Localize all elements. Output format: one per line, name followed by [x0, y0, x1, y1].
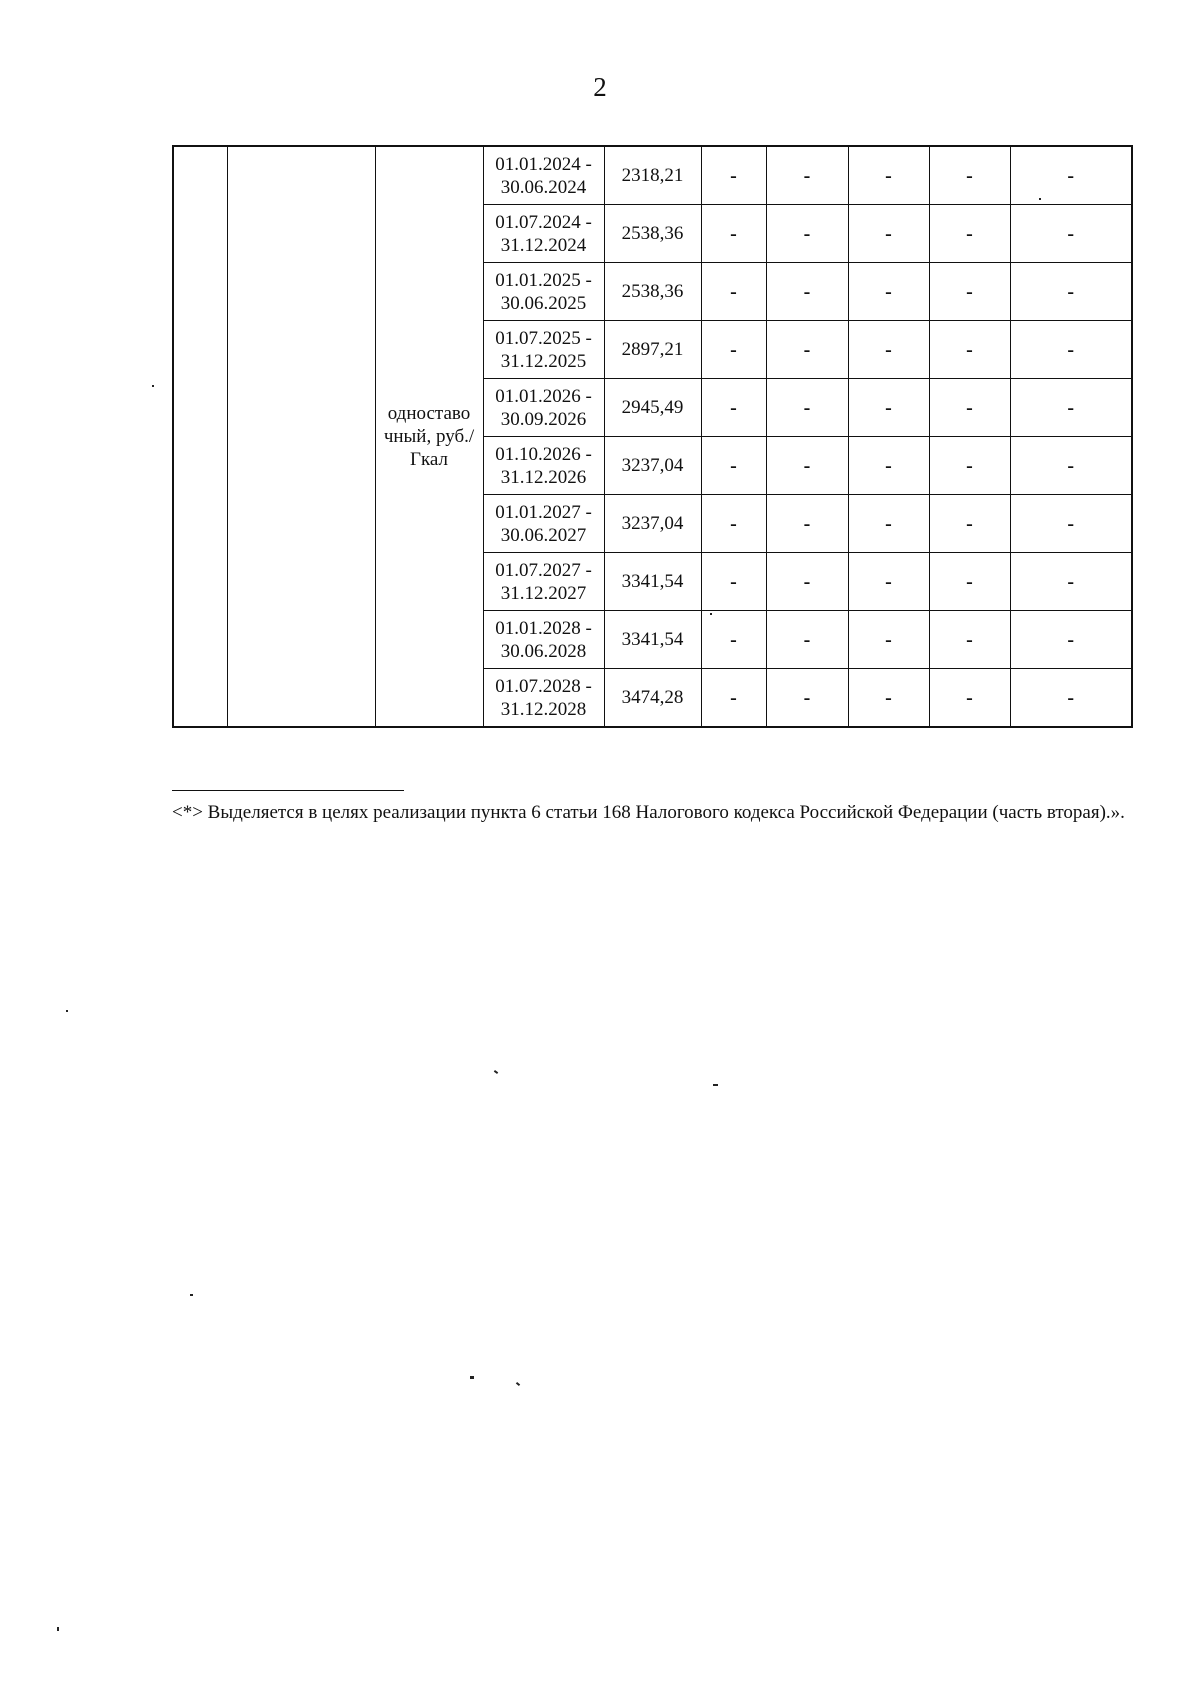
dash-cell: -	[929, 146, 1010, 205]
dash-cell: -	[1010, 379, 1132, 437]
dash-cell: -	[848, 553, 929, 611]
dash-cell: -	[766, 437, 848, 495]
scan-speck	[57, 1627, 59, 1631]
scan-speck	[190, 1294, 193, 1296]
dash-cell: -	[701, 495, 766, 553]
period-cell: 01.07.2024 - 31.12.2024	[483, 205, 604, 263]
dash-cell: -	[929, 437, 1010, 495]
empty-number-cell	[173, 146, 227, 727]
dash-cell: -	[1010, 553, 1132, 611]
table-body	[173, 146, 1132, 727]
dash-cell: -	[929, 611, 1010, 669]
dash-cell: -	[929, 669, 1010, 728]
dash-cell: -	[766, 205, 848, 263]
tariff-unit-cell: одноставо чный, руб./Гкал	[375, 146, 483, 727]
period-cell: 01.07.2025 - 31.12.2025	[483, 321, 604, 379]
scan-speck	[152, 385, 154, 387]
tariff-value-cell: 2538,36	[604, 263, 701, 321]
dash-cell: -	[701, 611, 766, 669]
dash-cell: -	[1010, 669, 1132, 728]
table-row	[173, 146, 1132, 205]
dash-cell: -	[701, 379, 766, 437]
dash-cell: -	[848, 205, 929, 263]
scan-speck	[470, 1376, 474, 1379]
scan-speck	[713, 1084, 718, 1086]
dash-cell: -	[701, 263, 766, 321]
dash-cell: -	[848, 379, 929, 437]
tariff-value-cell: 3341,54	[604, 553, 701, 611]
tariff-value-cell: 3474,28	[604, 669, 701, 728]
dash-cell: -	[701, 321, 766, 379]
dash-cell: -	[701, 437, 766, 495]
period-cell: 01.01.2026 - 30.09.2026	[483, 379, 604, 437]
dash-cell: -	[929, 553, 1010, 611]
dash-cell: -	[1010, 146, 1132, 205]
scan-speck	[1039, 198, 1041, 200]
tariff-value-cell: 3237,04	[604, 495, 701, 553]
scan-speck	[66, 1010, 68, 1012]
footnote-divider	[172, 790, 404, 791]
dash-cell: -	[1010, 263, 1132, 321]
scan-speck	[494, 1070, 498, 1074]
tariff-value-cell: 2897,21	[604, 321, 701, 379]
dash-cell: -	[701, 205, 766, 263]
period-cell: 01.01.2024 - 30.06.2024	[483, 146, 604, 205]
dash-cell: -	[701, 553, 766, 611]
dash-cell: -	[848, 437, 929, 495]
period-cell: 01.01.2028 - 30.06.2028	[483, 611, 604, 669]
dash-cell: -	[701, 146, 766, 205]
dash-cell: -	[766, 146, 848, 205]
dash-cell: -	[848, 495, 929, 553]
dash-cell: -	[848, 321, 929, 379]
dash-cell: -	[766, 379, 848, 437]
tariff-value-cell: 2538,36	[604, 205, 701, 263]
scan-speck	[710, 613, 712, 615]
period-cell: 01.01.2025 - 30.06.2025	[483, 263, 604, 321]
dash-cell: -	[929, 205, 1010, 263]
dash-cell: -	[848, 263, 929, 321]
tariff-value-cell: 3237,04	[604, 437, 701, 495]
dash-cell: -	[766, 495, 848, 553]
tariff-table	[172, 145, 1133, 728]
dash-cell: -	[1010, 495, 1132, 553]
page-number: 2	[593, 72, 607, 102]
dash-cell: -	[1010, 611, 1132, 669]
dash-cell: -	[848, 669, 929, 728]
dash-cell: -	[701, 669, 766, 728]
dash-cell: -	[929, 321, 1010, 379]
dash-cell: -	[1010, 205, 1132, 263]
dash-cell: -	[766, 553, 848, 611]
dash-cell: -	[929, 263, 1010, 321]
dash-cell: -	[1010, 437, 1132, 495]
tariff-value-cell: 3341,54	[604, 611, 701, 669]
dash-cell: -	[766, 263, 848, 321]
dash-cell: -	[929, 495, 1010, 553]
dash-cell: -	[848, 146, 929, 205]
tariff-value-cell: 2945,49	[604, 379, 701, 437]
dash-cell: -	[766, 669, 848, 728]
dash-cell: -	[766, 321, 848, 379]
period-cell: 01.07.2027 - 31.12.2027	[483, 553, 604, 611]
dash-cell: -	[848, 611, 929, 669]
dash-cell: -	[766, 611, 848, 669]
period-cell: 01.01.2027 - 30.06.2027	[483, 495, 604, 553]
period-cell: 01.10.2026 - 31.12.2026	[483, 437, 604, 495]
scan-speck	[516, 1382, 520, 1386]
dash-cell: -	[929, 379, 1010, 437]
tariff-value-cell: 2318,21	[604, 146, 701, 205]
empty-name-cell	[227, 146, 375, 727]
dash-cell: -	[1010, 321, 1132, 379]
footnote-text: <*> Выделяется в целях реализации пункта 6 статьи 168 Налогового кодекса Российской Федерации (часть вторая).».	[172, 802, 1125, 823]
period-cell: 01.07.2028 - 31.12.2028	[483, 669, 604, 728]
